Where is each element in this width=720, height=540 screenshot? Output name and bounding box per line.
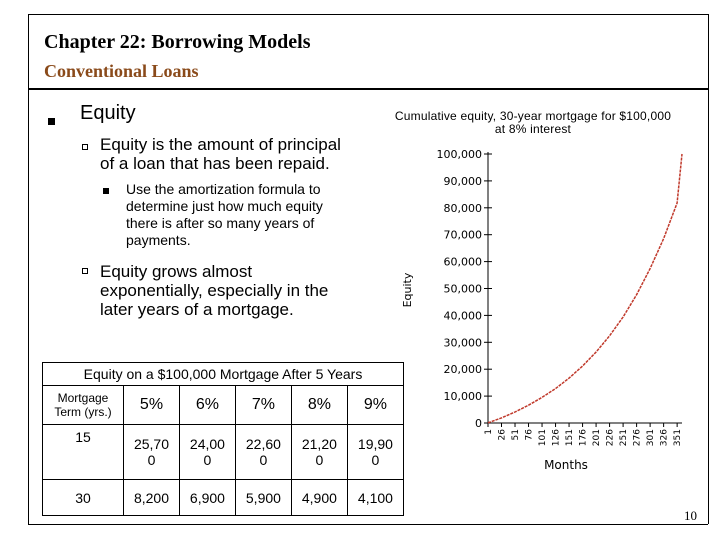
hollow-square-bullet-icon <box>82 144 88 150</box>
value-line: 22,60 <box>245 436 281 452</box>
value-cell: 4,100 <box>347 480 403 516</box>
title-divider <box>28 88 708 90</box>
value-line: 0 <box>147 452 156 468</box>
value-line: 24,00 <box>189 436 225 452</box>
value-cell: 8,200 <box>124 480 180 516</box>
x-tick-label: 1 <box>484 429 494 435</box>
value-line: 19,90 <box>357 436 393 452</box>
x-tick-label: 101 <box>538 429 549 447</box>
value-line: 25,70 <box>133 436 169 452</box>
text-line: payments. <box>126 232 191 248</box>
x-tick-label: 76 <box>524 429 535 441</box>
y-tick-label: 0 <box>475 417 482 430</box>
table-row <box>43 480 404 516</box>
x-tick-label: 226 <box>605 429 616 447</box>
y-tick-label: 100,000 <box>436 148 482 161</box>
bullet-equity-definition <box>100 135 341 173</box>
text-line: exponentially, especially in the <box>100 281 329 300</box>
x-tick-label: 351 <box>673 429 684 447</box>
table-row <box>43 425 404 480</box>
value-cell <box>235 425 291 480</box>
text-line: of a loan that has been repaid. <box>100 154 330 173</box>
value-cell <box>124 425 180 480</box>
page-number: 10 <box>684 508 697 523</box>
value-cell: 4,900 <box>291 480 347 516</box>
value-line: 0 <box>203 452 212 468</box>
slide-title: Chapter 22: Borrowing Models <box>44 31 311 53</box>
rate-header-cell: 6% <box>179 386 235 425</box>
bullet-amortization <box>126 181 323 249</box>
text-line: Use the amortization formula to <box>126 181 321 197</box>
value-cell <box>347 425 403 480</box>
table-caption: Equity on a $100,000 Mortgage After 5 Years <box>43 363 404 386</box>
value-line: 21,20 <box>301 436 337 452</box>
rate-header-cell: 7% <box>235 386 291 425</box>
equity-series-line <box>488 154 682 423</box>
x-tick-label: 151 <box>565 429 576 447</box>
value-cell: 5,900 <box>235 480 291 516</box>
y-tick-label: 90,000 <box>443 174 482 188</box>
x-tick-label: 176 <box>578 429 589 447</box>
chart-title <box>374 110 692 136</box>
value-line: 0 <box>371 452 380 468</box>
value-cell <box>291 425 347 480</box>
y-tick-label: 10,000 <box>443 390 482 404</box>
x-tick-label: 251 <box>619 429 630 447</box>
y-tick-label: 40,000 <box>443 309 482 323</box>
frame-right-border <box>708 14 709 524</box>
slide-subtitle: Conventional Loans <box>44 61 199 81</box>
term-header-line: Mortgage <box>57 391 109 405</box>
table-header-row <box>43 386 404 425</box>
chart-title-line: at 8% interest <box>494 122 572 136</box>
term-cell: 30 <box>43 480 124 516</box>
bullet-equity: Equity <box>80 102 136 124</box>
x-tick-label: 51 <box>511 429 522 441</box>
x-tick-label: 326 <box>659 429 670 447</box>
frame-left-border <box>28 14 29 524</box>
text-line: there is after so many years of <box>126 215 315 231</box>
y-tick-label: 20,000 <box>443 363 482 377</box>
y-tick-label: 50,000 <box>443 282 482 296</box>
y-tick-label: 30,000 <box>443 336 482 350</box>
chart-title-line: Cumulative equity, 30-year mortgage for $100,000 <box>394 109 672 123</box>
text-line: later years of a mortgage. <box>100 300 294 319</box>
frame-top-border <box>28 14 708 15</box>
x-tick-label: 276 <box>632 429 643 447</box>
term-header-cell <box>43 386 124 425</box>
square-bullet-icon <box>103 188 109 194</box>
bullet-equity-growth <box>100 262 328 319</box>
term-header-line: Term (yrs.) <box>54 405 112 419</box>
square-bullet-icon <box>48 118 55 125</box>
y-tick-label: 80,000 <box>443 201 482 215</box>
hollow-square-bullet-icon <box>82 268 88 274</box>
term-cell: 15 <box>43 425 124 480</box>
rate-header-cell: 9% <box>347 386 403 425</box>
equity-table-wrap <box>42 362 404 516</box>
value-cell: 6,900 <box>179 480 235 516</box>
text-line: Equity is the amount of principal <box>100 135 341 154</box>
rate-header-cell: 5% <box>124 386 180 425</box>
value-line: 0 <box>259 452 268 468</box>
rate-header-cell: 8% <box>291 386 347 425</box>
x-axis-label: Months <box>544 458 588 472</box>
x-tick-label: 201 <box>592 429 603 447</box>
frame-bottom-border <box>28 524 708 525</box>
value-line: 0 <box>315 452 324 468</box>
x-tick-label: 301 <box>646 429 657 447</box>
y-tick-label: 70,000 <box>443 228 482 242</box>
text-line: Equity grows almost <box>100 262 253 281</box>
text-line: determine just how much equity <box>126 198 323 214</box>
x-tick-label: 126 <box>551 429 562 447</box>
equity-table <box>42 362 404 516</box>
value-cell <box>179 425 235 480</box>
x-tick-label: 26 <box>497 429 508 441</box>
y-axis-label: Equity <box>401 272 414 308</box>
y-tick-label: 60,000 <box>443 255 482 269</box>
